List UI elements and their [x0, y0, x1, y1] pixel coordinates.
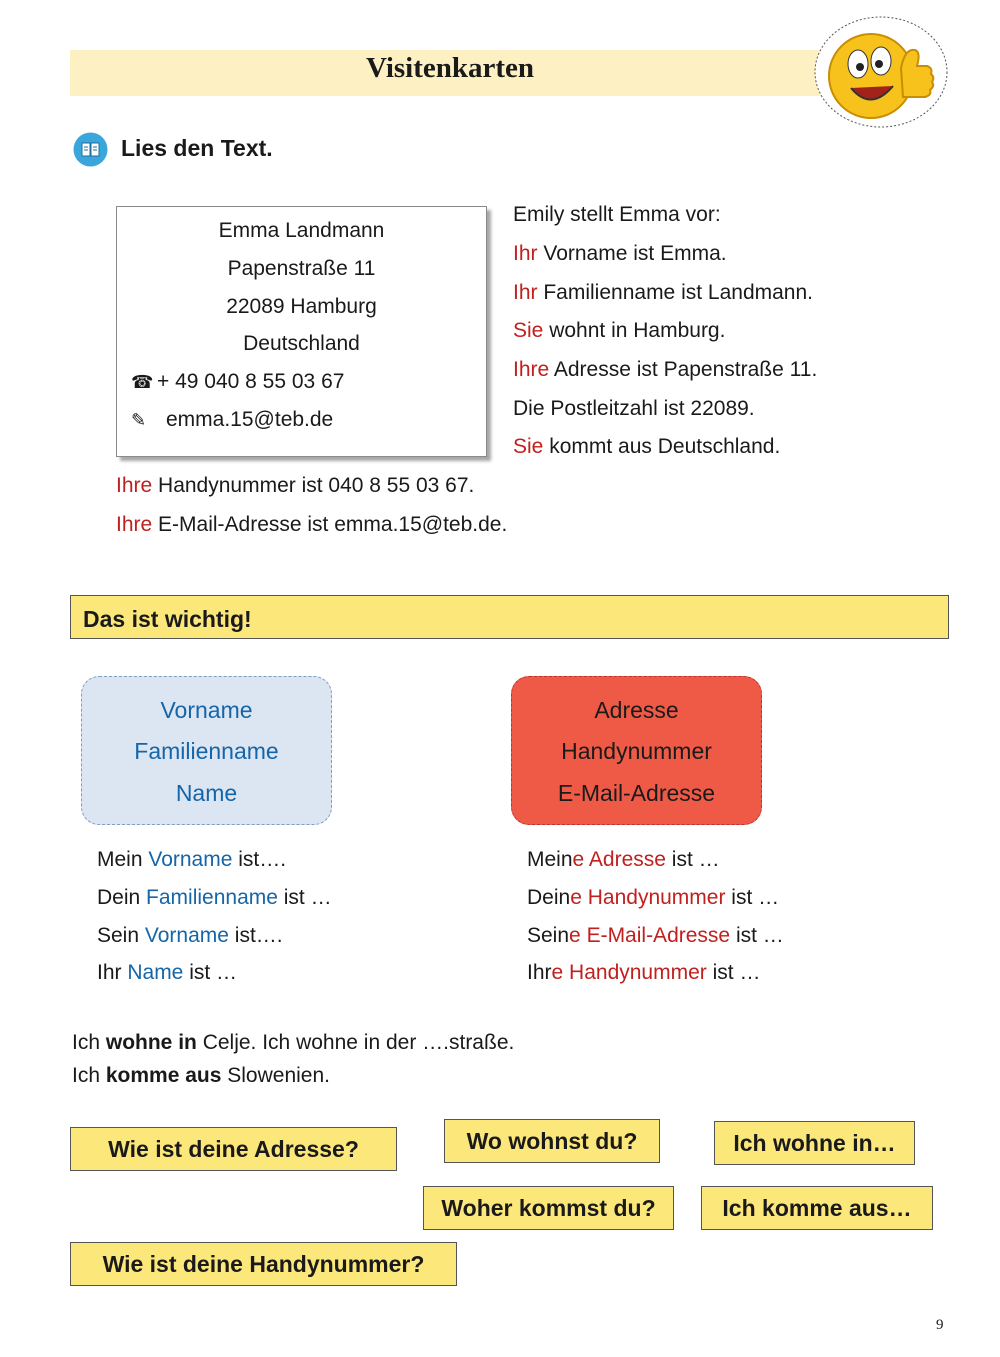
- example-line: Seine E-Mail-Adresse ist …: [527, 924, 784, 947]
- box-word: Familienname: [134, 738, 279, 764]
- instruction-text: Lies den Text.: [121, 135, 273, 161]
- card-email-row: [131, 408, 333, 432]
- phrase-card: Ich wohne in…: [714, 1121, 915, 1165]
- box-word: Vorname: [160, 697, 253, 723]
- sentence-line: Ich wohne in Celje. Ich wohne in der ….straße.: [72, 1031, 515, 1054]
- sentence-line: Ich komme aus Slowenien.: [72, 1064, 330, 1087]
- bottom-line: Ihre E-Mail-Adresse ist emma.15@teb.de.: [116, 513, 508, 536]
- card-email: emma.15@teb.de: [166, 408, 334, 431]
- page-number: 9: [936, 1317, 944, 1333]
- box-word: E-Mail-Adresse: [557, 780, 716, 806]
- box-word: Name: [175, 780, 238, 806]
- feminine-nouns-box: [511, 676, 762, 825]
- phrase-card: Woher kommst du?: [423, 1186, 674, 1230]
- phrase-card: Wie ist deine Adresse?: [70, 1127, 397, 1171]
- intro-line: Sie wohnt in Hamburg.: [513, 319, 726, 342]
- card-country: Deutschland: [243, 332, 360, 355]
- page-title: Visitenkarten: [365, 52, 535, 84]
- masculine-nouns-box: [81, 676, 332, 825]
- box-word: Adresse: [594, 697, 679, 723]
- phrase-card: Wie ist deine Handynummer?: [70, 1242, 457, 1286]
- intro-line: Sie kommt aus Deutschland.: [513, 435, 781, 458]
- important-label: Das ist wichtig!: [83, 606, 252, 632]
- intro-line: Emily stellt Emma vor:: [513, 203, 721, 226]
- intro-line: Ihre Adresse ist Papenstraße 11.: [513, 358, 818, 381]
- mouse-icon: ✎: [131, 409, 147, 430]
- card-street: Papenstraße 11: [227, 257, 376, 280]
- example-line: Deine Handynummer ist …: [527, 886, 780, 909]
- example-line: Sein Vorname ist….: [97, 924, 283, 947]
- smiley-thumbs-up-icon: [813, 16, 949, 129]
- intro-line: Die Postleitzahl ist 22089.: [513, 397, 755, 420]
- intro-line: Ihr Familienname ist Landmann.: [513, 281, 813, 304]
- important-banner: [70, 595, 949, 639]
- book-icon: [73, 132, 108, 167]
- card-phone: + 49 040 8 55 03 67: [157, 370, 345, 393]
- phrase-card: Ich komme aus…: [701, 1186, 933, 1230]
- intro-line: Ihr Vorname ist Emma.: [513, 242, 727, 265]
- telephone-icon: ☎: [131, 371, 154, 392]
- card-name: Emma Landmann: [218, 219, 385, 242]
- business-card: [116, 206, 487, 457]
- phrase-card: Wo wohnst du?: [444, 1119, 660, 1163]
- card-city: 22089 Hamburg: [226, 295, 377, 318]
- bottom-line: Ihre Handynummer ist 040 8 55 03 67.: [116, 474, 475, 497]
- card-phone-row: [131, 370, 344, 394]
- box-word: Handynummer: [561, 738, 712, 764]
- example-line: Dein Familienname ist …: [97, 886, 332, 909]
- example-line: Mein Vorname ist….: [97, 848, 287, 871]
- example-line: Ihre Handynummer ist …: [527, 961, 761, 984]
- example-line: Ihr Name ist …: [97, 961, 238, 984]
- example-line: Meine Adresse ist …: [527, 848, 720, 871]
